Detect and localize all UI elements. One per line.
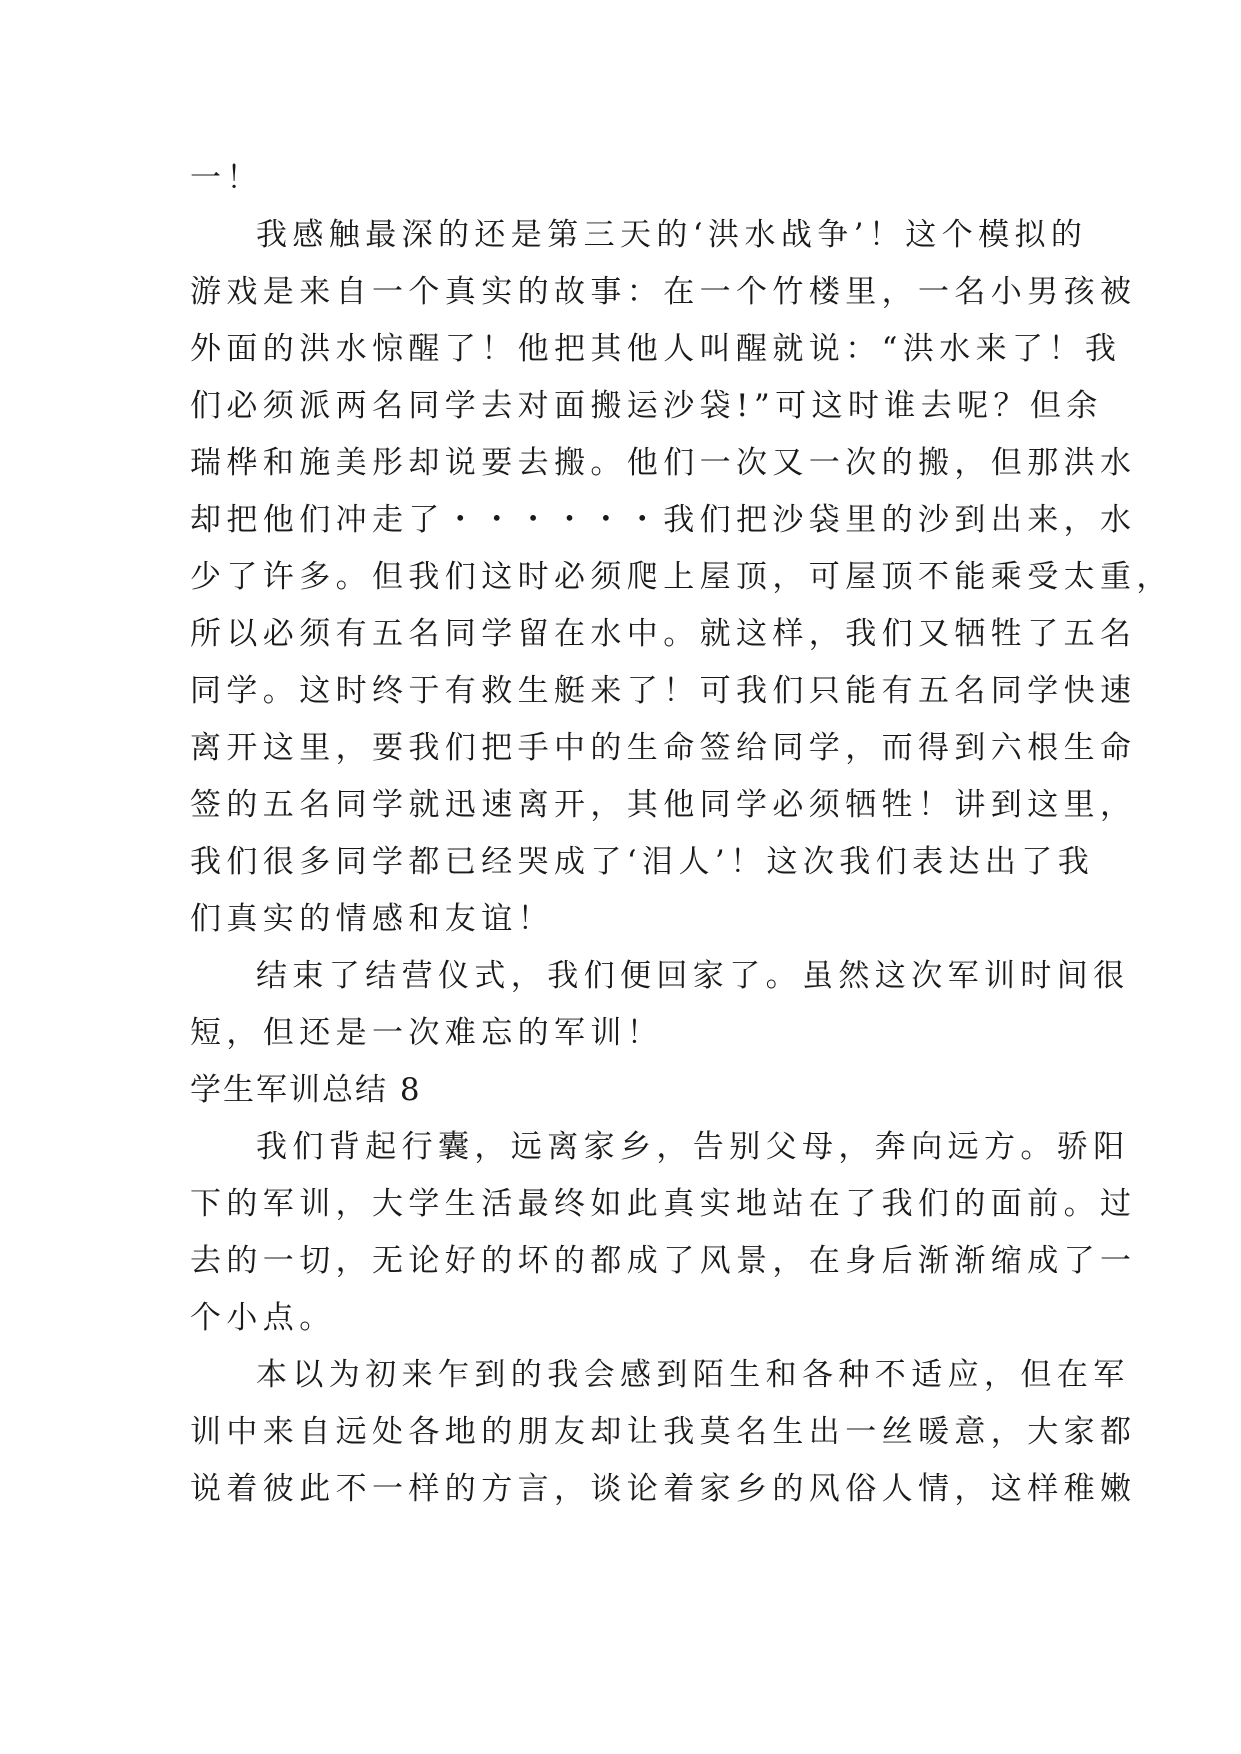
paragraph-first-line: 我感触最深的还是第三天的‘洪水战争’！这个模拟的 [256, 217, 1088, 253]
text-line: 离开这里，要我们把手中的生命签给同学，而得到六根生命 [190, 730, 1137, 766]
text-line: 短，但还是一次难忘的军训！ [190, 1015, 664, 1051]
text-line: 少了许多。但我们这时必须爬上屋顶，可屋顶不能乘受太重， [190, 559, 1173, 595]
text-line: 个小点。 [190, 1300, 336, 1336]
text-line: 下的军训，大学生活最终如此真实地站在了我们的面前。过 [190, 1186, 1137, 1222]
text-line: 同学。这时终于有救生艇来了！可我们只能有五名同学快速 [190, 673, 1137, 709]
text-line: 训中来自远处各地的朋友却让我莫名生出一丝暖意，大家都 [190, 1414, 1137, 1450]
text-line: 去的一切，无论好的坏的都成了风景，在身后渐渐缩成了一 [190, 1243, 1137, 1279]
text-line: 所以必须有五名同学留在水中。就这样，我们又牺牲了五名 [190, 616, 1137, 652]
text-line: 却把他们冲走了・・・・・・我们把沙袋里的沙到出来，水 [190, 502, 1137, 538]
text-line: 外面的洪水惊醒了！他把其他人叫醒就说：“洪水来了！我 [190, 331, 1122, 367]
text-line: 游戏是来自一个真实的故事：在一个竹楼里，一名小男孩被 [190, 274, 1137, 310]
paragraph-first-line: 我们背起行囊，远离家乡，告别父母，奔向远方。骄阳 [256, 1129, 1130, 1165]
section-heading: 学生军训总结 8 [190, 1072, 422, 1108]
text-line: 说着彼此不一样的方言，谈论着家乡的风俗人情，这样稚嫩 [190, 1471, 1137, 1507]
text-line: 签的五名同学就迅速离开，其他同学必须牺牲！讲到这里， [190, 787, 1137, 823]
text-line: 瑞桦和施美彤却说要去搬。他们一次又一次的搬，但那洪水 [190, 445, 1137, 481]
text-line: 们真实的情感和友谊！ [190, 901, 554, 937]
text-line: 我们很多同学都已经哭成了‘泪人’！这次我们表达出了我 [190, 844, 1095, 880]
text-line: 们必须派两名同学去对面搬运沙袋!”可这时谁去呢？但余 [190, 388, 1103, 424]
text-line: 一！ [190, 160, 263, 196]
paragraph-first-line: 结束了结营仪式，我们便回家了。虽然这次军训时间很 [256, 958, 1130, 994]
paragraph-first-line: 本以为初来乍到的我会感到陌生和各种不适应，但在军 [256, 1357, 1130, 1393]
